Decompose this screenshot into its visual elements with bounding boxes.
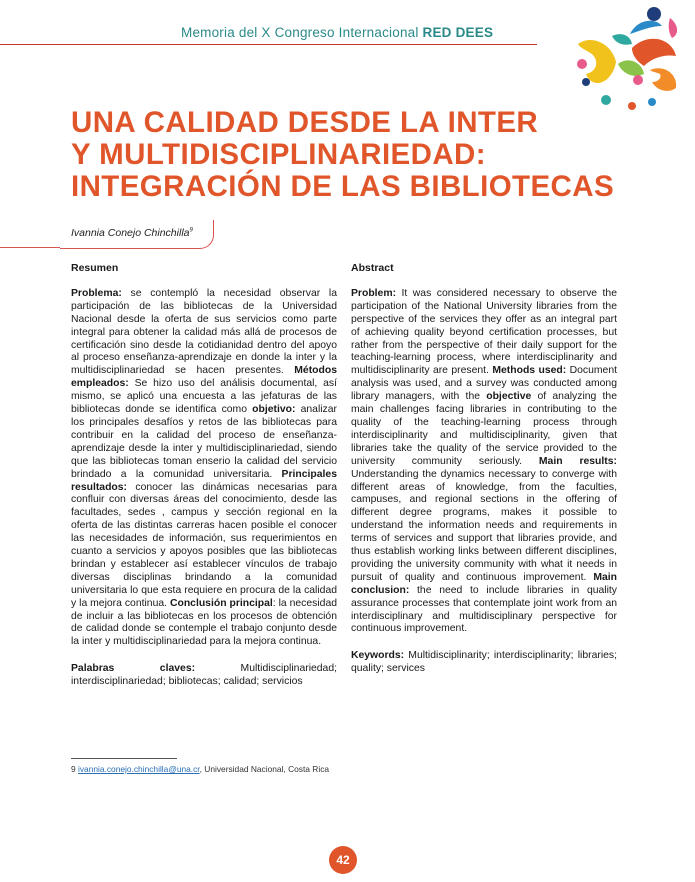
resumen-results-label: Principales resultados: (71, 468, 337, 493)
resumen-keywords-label: Palabras claves: (71, 663, 196, 675)
footnote-rule (71, 758, 177, 759)
abstract-methods-label: Methods used: (492, 365, 567, 377)
header-title-prefix: Memoria del X Congreso Internacional (181, 25, 419, 40)
abstract-objective-text: of analyzing the main challenges facing libraries in contributing to the quality of the teaching-learning process through interdisciplinarity and multidisciplinarity, given that libraries take the quality of the service provided to the university community seriously. (351, 391, 617, 467)
abstract-body (351, 288, 617, 636)
resumen-objective-label: objetivo: (252, 404, 296, 416)
abstract-results-label: Main results: (538, 455, 617, 467)
resumen-conclusion-text: : la necesidad de incluir a las bibliotecas en los procesos de obtención de calidad donde se contemple el trabajo conjunto desde la inter y multidisciplinariedad para la mejora continua. (71, 597, 337, 648)
abstract-results-text: Understanding the dynamics necessary to converge with different areas of knowledge, from the faculties, campuses, and regional sections in the offering of different degree programs, makes it possible to understand the information needs and requirements in terms of services and support that libraries provide, and thus establish working links between different disciplines, providing the university community with what it needs in pursuit of quality and continuous improvement. (351, 468, 617, 583)
abstract-keywords-text: Multidisciplinarity; interdisciplinarity; libraries; quality; services (351, 650, 617, 675)
resumen-methods-text: Se hizo uso del análisis documental, así mismo, se aplicó una encuesta a las jefaturas de las bibliotecas donde se identifica como (71, 378, 337, 416)
resumen-results-text: conocer las dinámicas necesarias para confluir con diversas áreas del conocimiento, desde las facultades, sedes , campus y sección regional en la oferta de las distintas carreras hacen posible el conocer las necesidades de información, sus requerimientos en cuanto a servicios y apoyos posibles que las bibliotecas brindan y establecer así establecer vínculos de trabajo diversas disciplinas brindando a la comunidad universitaria lo que esta requiere en procura de la calidad y la mejora continua. (71, 481, 337, 609)
footnote-number: 9 (71, 764, 76, 774)
resumen-objective-text: analizar los principales desafíos y retos de las bibliotecas para contribuir en la calidad del proceso de enseñanza-aprendizaje desde la inter y multidisciplinariedad, siendo que las bibliotecas toman enserio la calidad del servicio brindado a la comunidad universitaria. (71, 404, 337, 480)
author-rule (0, 247, 60, 248)
title-line-2: Y MULTIDISCIPLINARIEDAD: (71, 138, 486, 171)
abstract-methods-text: Document analysis was used, and a survey was conducted among library managers, with the (351, 365, 617, 403)
header-title (181, 25, 493, 40)
abstract-heading: Abstract (351, 262, 394, 274)
footnote-affiliation: , Universidad Nacional, Costa Rica (199, 764, 330, 774)
abstract-objective-label: objective (486, 391, 532, 403)
footnote (71, 764, 341, 775)
resumen-conclusion-label: Conclusión principal (169, 597, 273, 609)
abstract-keywords-label: Keywords: (351, 650, 405, 662)
page-number: 42 (336, 853, 350, 867)
resumen-keywords-text: Multidisciplinariedad; interdisciplinariedad; bibliotecas; calidad; servicios (71, 663, 337, 688)
abstract-conclusion-label: Main conclusion: (351, 571, 617, 596)
title-line-3: INTEGRACIÓN DE LAS BIBLIOTECAS (71, 170, 615, 203)
resumen-heading: Resumen (71, 262, 119, 274)
resumen-body (71, 288, 337, 649)
resumen-problem-label: Problema: (71, 287, 122, 299)
header-rule (0, 44, 537, 45)
resumen-problem-text: se contempló la necesidad observar la participación de las bibliotecas de la Universidad Nacional desde la oferta de sus servicios como parte integral para obtener la calidad más allá de procesos de certificación sino desde la cotidianidad dentro del apoyo al proceso enseñanza-aprendizaje en donde la inter y la multidisciplinariedad se hacen presentes. (71, 287, 337, 377)
resumen-methods-label: Métodos empleados: (71, 365, 337, 390)
footnote-email-link[interactable]: ivannia.conejo.chinchilla@una.cr (78, 764, 200, 774)
article-title (71, 107, 651, 203)
abstract-keywords (351, 650, 617, 676)
congress-logo-icon (572, 4, 684, 112)
abstract-problem-label: Problem: (351, 287, 397, 299)
header-title-bold: RED DEES (422, 25, 494, 40)
resumen-column (71, 262, 337, 689)
title-line-1: UNA CALIDAD DESDE LA INTER (71, 106, 539, 139)
page-number-badge (329, 846, 357, 874)
abstract-conclusion-text: the need to include libraries in quality assurance processes that contemplate joint work from an interdisciplinary and multidisciplinary perspective for continuous improvement. (351, 584, 617, 635)
author-name-text: Ivannia Conejo Chinchilla (71, 227, 190, 239)
abstract-problem-text: It was considered necessary to observe the participation of the National University libraries from the perspective of the services they offer as an integral part of achieving quality beyond certification processes, but rather from the perspective of their daily support for the teaching-learning process, where interdisciplinarity and multidisciplinarity are present. (351, 287, 617, 377)
resumen-keywords (71, 663, 337, 689)
author-footnote-mark: 9 (189, 227, 193, 234)
author-name (71, 227, 193, 239)
abstract-column (351, 262, 617, 676)
